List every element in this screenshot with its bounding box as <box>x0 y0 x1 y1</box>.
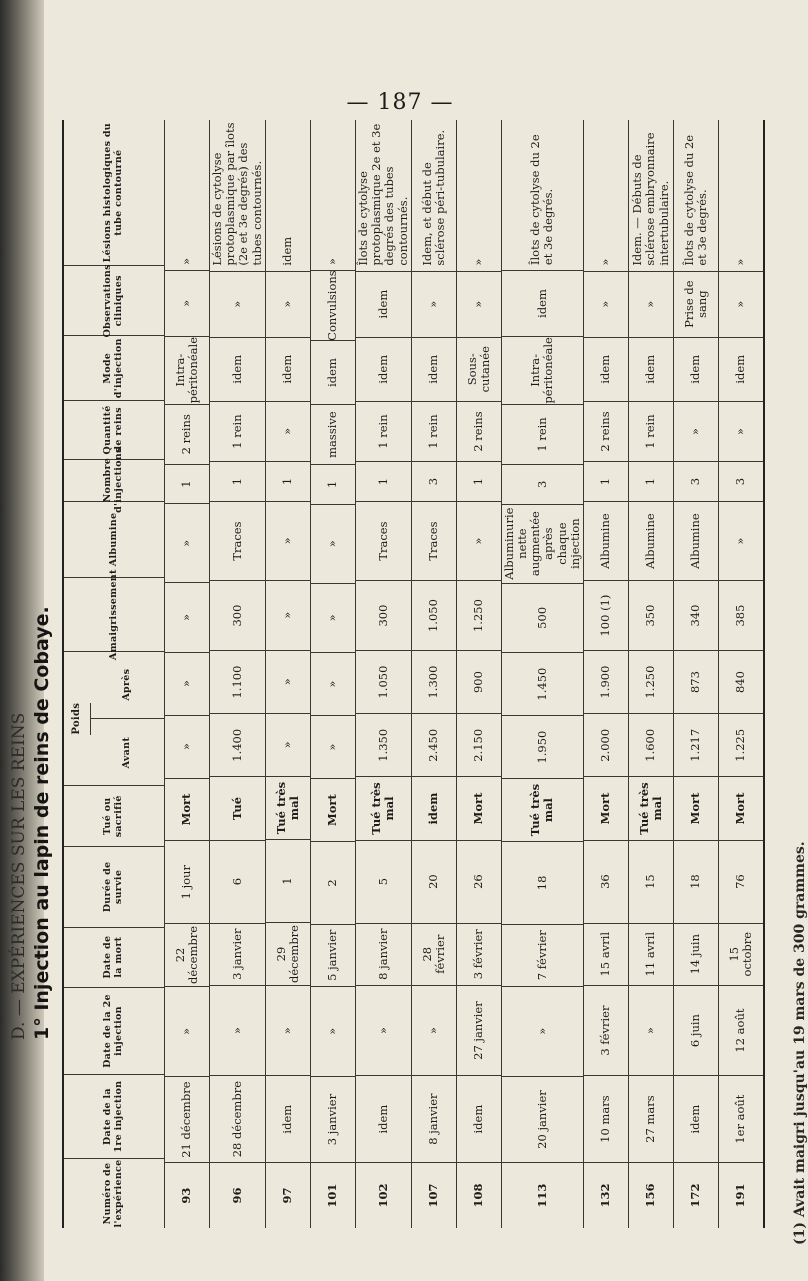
cell-qte: 1 rein <box>629 401 673 461</box>
cell-num: 191 <box>719 1162 763 1228</box>
header-date-mort: Date de la mort <box>64 927 164 987</box>
header-date-2: Date de la 2e injection <box>64 987 164 1074</box>
cell-d2: » <box>266 985 310 1075</box>
cell-num: 172 <box>674 1162 718 1228</box>
cell-duree: 15 <box>629 840 673 923</box>
cell-apres: 900 <box>457 650 501 713</box>
cell-d1: 8 janvier <box>412 1075 456 1162</box>
cell-nb: 3 <box>412 461 456 501</box>
cell-apres: » <box>311 652 355 715</box>
cell-mode: idem <box>629 337 673 401</box>
table-row <box>674 120 719 1228</box>
table-row <box>584 120 629 1228</box>
cell-apres: 1.100 <box>210 650 265 713</box>
table-row <box>311 120 356 1228</box>
cell-alb: Albumine <box>674 501 718 580</box>
table-body <box>165 120 763 1228</box>
cell-avant: 1.350 <box>356 713 411 776</box>
cell-mode: Intra-péritonéale <box>165 336 209 404</box>
cell-dm: 15 avril <box>584 923 628 985</box>
cell-qte: 1 rein <box>356 401 411 461</box>
cell-obs: idem <box>502 270 583 336</box>
table-row <box>210 120 266 1228</box>
table-row <box>266 120 311 1228</box>
cell-dm: 7 février <box>502 924 583 986</box>
cell-avant: 1.225 <box>719 713 763 776</box>
cell-tue: Mort <box>165 778 209 841</box>
cell-obs: » <box>457 271 501 337</box>
cell-d1: 10 mars <box>584 1075 628 1162</box>
cell-tue: Mort <box>674 776 718 839</box>
cell-avant: » <box>311 715 355 778</box>
cell-alb: Albumine <box>584 501 628 580</box>
cell-tue: Mort <box>311 778 355 841</box>
header-albumine: Albumine <box>64 501 164 578</box>
table-row <box>412 120 457 1228</box>
header-poids: Poids <box>64 703 91 735</box>
cell-nb: 1 <box>266 461 310 501</box>
table-row <box>457 120 502 1228</box>
cell-avant: 1.217 <box>674 713 718 776</box>
cell-apres: » <box>165 652 209 715</box>
cell-nb: 1 <box>210 461 265 501</box>
cell-num: 96 <box>210 1162 265 1228</box>
cell-mode: Intra-péritonéale <box>502 336 583 404</box>
cell-d2: » <box>502 986 583 1076</box>
cell-num: 156 <box>629 1162 673 1228</box>
cell-dm: 14 juin <box>674 923 718 985</box>
cell-lesion: Îlots de cytolyse protoplasmique 2e et 3e degrés des tubes contournés. <box>355 123 410 266</box>
cell-alb: » <box>719 501 763 580</box>
cell-d2: » <box>412 985 456 1075</box>
cell-avant: 2.000 <box>584 713 628 776</box>
cell-duree: 36 <box>584 840 628 923</box>
cell-obs: Convulsions <box>311 270 355 340</box>
header-mode: Mode d'injection <box>64 335 164 400</box>
cell-qte: » <box>719 401 763 461</box>
cell-dm: 22 décembre <box>165 923 209 986</box>
table-row <box>502 120 584 1228</box>
cell-obs: » <box>584 271 628 337</box>
cell-qte: » <box>266 401 310 461</box>
cell-alb: Albuminurie nette augmentée après chaque injection <box>502 504 583 583</box>
cell-mode: idem <box>210 337 265 401</box>
cell-alb: » <box>311 504 355 583</box>
cell-mode: idem <box>266 337 310 401</box>
cell-apres: 840 <box>719 650 763 713</box>
cell-d2: » <box>210 985 265 1075</box>
page-number: — 187 — <box>346 90 454 115</box>
header-poids-group <box>64 651 164 785</box>
footnote: (1) Avait maigri jusqu'au 19 mars de 300 grammes. <box>792 841 808 1245</box>
cell-dm: 3 février <box>457 923 501 985</box>
cell-num: 97 <box>266 1162 310 1228</box>
cell-amaig: 300 <box>356 580 411 650</box>
cell-qte: 2 reins <box>165 404 209 464</box>
cell-d1: 28 décembre <box>210 1075 265 1162</box>
cell-amaig: » <box>266 580 310 650</box>
cell-alb: Traces <box>210 501 265 580</box>
cell-obs: » <box>412 271 456 337</box>
cell-alb: » <box>266 501 310 580</box>
cell-mode: idem <box>584 337 628 401</box>
cell-d2: 6 juin <box>674 985 718 1075</box>
cell-d1: idem <box>266 1075 310 1162</box>
cell-tue: Tué très mal <box>629 776 673 839</box>
cell-nb: 3 <box>719 461 763 501</box>
header-avant: Avant <box>91 718 164 786</box>
table-row <box>629 120 674 1228</box>
cell-tue: Tué <box>210 776 265 839</box>
cell-tue: Tué très mal <box>356 776 411 839</box>
cell-apres: 873 <box>674 650 718 713</box>
header-lesions: Lésions histologiques du tube contourné <box>102 122 124 263</box>
cell-qte: 2 reins <box>584 401 628 461</box>
cell-d2: » <box>629 985 673 1075</box>
table-row <box>356 120 412 1228</box>
cell-dm: 28 février <box>412 923 456 985</box>
cell-nb: 1 <box>356 461 411 501</box>
cell-d1: 1er août <box>719 1075 763 1162</box>
cell-mode: idem <box>412 337 456 401</box>
cell-mode: idem <box>719 337 763 401</box>
cell-avant: 2.150 <box>457 713 501 776</box>
cell-alb: Traces <box>356 501 411 580</box>
header-tue: Tué ou sacrifié <box>64 785 164 846</box>
cell-alb: » <box>165 503 209 582</box>
cell-lesion: » <box>471 258 486 266</box>
table-header-row <box>64 120 165 1228</box>
cell-lesion: Idem. — Débuts de sclérose embryonnaire intertubulaire. <box>630 132 671 266</box>
cell-duree: 1 jour <box>165 840 209 923</box>
cell-d2: » <box>356 985 411 1075</box>
cell-amaig: 350 <box>629 580 673 650</box>
cell-apres: 1.250 <box>629 650 673 713</box>
cell-qte: massive <box>311 404 355 464</box>
cell-duree: 26 <box>457 840 501 923</box>
cell-mode: idem <box>311 340 355 404</box>
cell-obs: » <box>266 271 310 337</box>
cell-obs: » <box>719 271 763 337</box>
cell-tue: Mort <box>584 776 628 839</box>
header-observations: Observations cliniques <box>64 265 164 335</box>
cell-duree: 5 <box>356 840 411 923</box>
header-amaigrissement: Amaigrissement <box>64 577 164 651</box>
cell-d1: idem <box>356 1075 411 1162</box>
cell-d1: 20 janvier <box>502 1076 583 1162</box>
cell-tue: Mort <box>719 776 763 839</box>
cell-qte: 1 rein <box>412 401 456 461</box>
cell-d2: 3 février <box>584 985 628 1075</box>
cell-nb: 1 <box>457 461 501 501</box>
header-date-1: Date de la 1re injection <box>64 1074 164 1158</box>
cell-dm: 15 octobre <box>719 923 763 985</box>
cell-mode: idem <box>674 337 718 401</box>
cell-obs: » <box>165 270 209 336</box>
cell-num: 107 <box>412 1162 456 1228</box>
cell-d1: idem <box>674 1075 718 1162</box>
cell-duree: 6 <box>210 840 265 923</box>
cell-amaig: 1.050 <box>412 580 456 650</box>
header-numero: Numéro de l'expérience <box>64 1158 164 1228</box>
cell-lesion: » <box>179 257 194 265</box>
cell-apres: 1.050 <box>356 650 411 713</box>
cell-lesion: » <box>325 258 340 266</box>
cell-alb: Albumine <box>629 501 673 580</box>
cell-tue: Tué très mal <box>502 778 583 841</box>
cell-nb: 1 <box>311 464 355 504</box>
cell-duree: 18 <box>674 840 718 923</box>
cell-qte: » <box>674 401 718 461</box>
section-title: 1° Injection au lapin de reins de Cobaye. <box>31 606 53 1040</box>
cell-apres: 1.900 <box>584 650 628 713</box>
cell-d1: 27 mars <box>629 1075 673 1162</box>
cell-nb: 1 <box>629 461 673 501</box>
cell-mode: Sous-cutanée <box>457 337 501 401</box>
table-row <box>165 120 210 1228</box>
cell-apres: 1.450 <box>502 652 583 715</box>
cell-alb: Traces <box>412 501 456 580</box>
cell-dm: 8 janvier <box>356 923 411 985</box>
cell-num: 132 <box>584 1162 628 1228</box>
cell-lesion: » <box>598 258 613 266</box>
cell-obs: » <box>210 271 265 337</box>
cell-d2: 27 janvier <box>457 985 501 1075</box>
cell-num: 101 <box>311 1162 355 1228</box>
cell-apres: » <box>266 650 310 713</box>
cell-dm: 29 décembre <box>266 922 310 985</box>
cell-avant: » <box>165 715 209 778</box>
cell-num: 102 <box>356 1162 411 1228</box>
cell-tue: Mort <box>457 776 501 839</box>
cell-avant: 1.950 <box>502 715 583 778</box>
cell-avant: 2.450 <box>412 713 456 776</box>
cell-num: 113 <box>502 1162 583 1228</box>
cell-dm: 5 janvier <box>311 924 355 986</box>
cell-avant: » <box>266 713 310 776</box>
cell-amaig: 1.250 <box>457 580 501 650</box>
header-apres: Après <box>121 668 133 701</box>
cell-nb: 3 <box>502 464 583 504</box>
cell-d1: 21 décembre <box>165 1076 209 1162</box>
cell-avant: 1.400 <box>210 713 265 776</box>
header-duree: Durée de survie <box>64 846 164 926</box>
cell-dm: 11 avril <box>629 923 673 985</box>
cell-duree: 2 <box>311 841 355 924</box>
cell-obs: Prise de sang <box>674 271 718 337</box>
header-nombre: Nombre d'injections <box>64 459 164 501</box>
cell-tue: idem <box>412 776 456 839</box>
cell-nb: 1 <box>584 461 628 501</box>
cell-lesion: Lésions de cytolyse protoplasmique par îlots (2e et 3e degrés) des tubes contournés. <box>210 122 264 266</box>
cell-qte: 1 rein <box>210 401 265 461</box>
cell-mode: idem <box>356 337 411 401</box>
cell-amaig: » <box>311 583 355 653</box>
cell-amaig: 340 <box>674 580 718 650</box>
cell-avant: 1.600 <box>629 713 673 776</box>
cell-obs: idem <box>356 271 411 337</box>
cell-lesion: Îlots de cytolyse du 2e et 3e degrés. <box>681 134 710 266</box>
cell-duree: 18 <box>502 841 583 924</box>
cell-amaig: 300 <box>210 580 265 650</box>
experiment-table <box>62 120 765 1228</box>
cell-num: 108 <box>457 1162 501 1228</box>
cell-amaig: 100 (1) <box>584 580 628 650</box>
cell-tue: Tué très mal <box>266 776 310 839</box>
cell-qte: 2 reins <box>457 401 501 461</box>
cell-dm: 3 janvier <box>210 923 265 985</box>
cell-lesion: Îlots de cytolyse du 2e et 3e degrés. <box>528 134 556 266</box>
cell-lesion: idem <box>280 236 295 266</box>
cell-apres: 1.300 <box>412 650 456 713</box>
cell-qte: 1 rein <box>502 404 583 464</box>
cell-amaig: 385 <box>719 580 763 650</box>
cell-alb: » <box>457 501 501 580</box>
cell-nb: 3 <box>674 461 718 501</box>
cell-obs: » <box>629 271 673 337</box>
cell-d1: 3 janvier <box>311 1076 355 1162</box>
cell-duree: 76 <box>719 840 763 923</box>
cell-duree: 20 <box>412 840 456 923</box>
running-header: D. — EXPÉRIENCES SUR LES REINS <box>9 712 29 1040</box>
table-row <box>719 120 763 1228</box>
cell-num: 93 <box>165 1162 209 1228</box>
cell-d1: idem <box>457 1075 501 1162</box>
cell-d2: 12 août <box>719 985 763 1075</box>
cell-amaig: 500 <box>502 583 583 653</box>
cell-lesion: Idem, et début de sclérose péri-tubulaire. <box>419 129 447 266</box>
cell-lesion: » <box>733 258 748 266</box>
cell-duree: 1 <box>266 839 310 922</box>
cell-amaig: » <box>165 582 209 651</box>
cell-d2: » <box>165 986 209 1076</box>
header-quantite: Quantité de reins <box>64 400 164 458</box>
cell-nb: 1 <box>165 464 209 504</box>
cell-d2: » <box>311 986 355 1076</box>
